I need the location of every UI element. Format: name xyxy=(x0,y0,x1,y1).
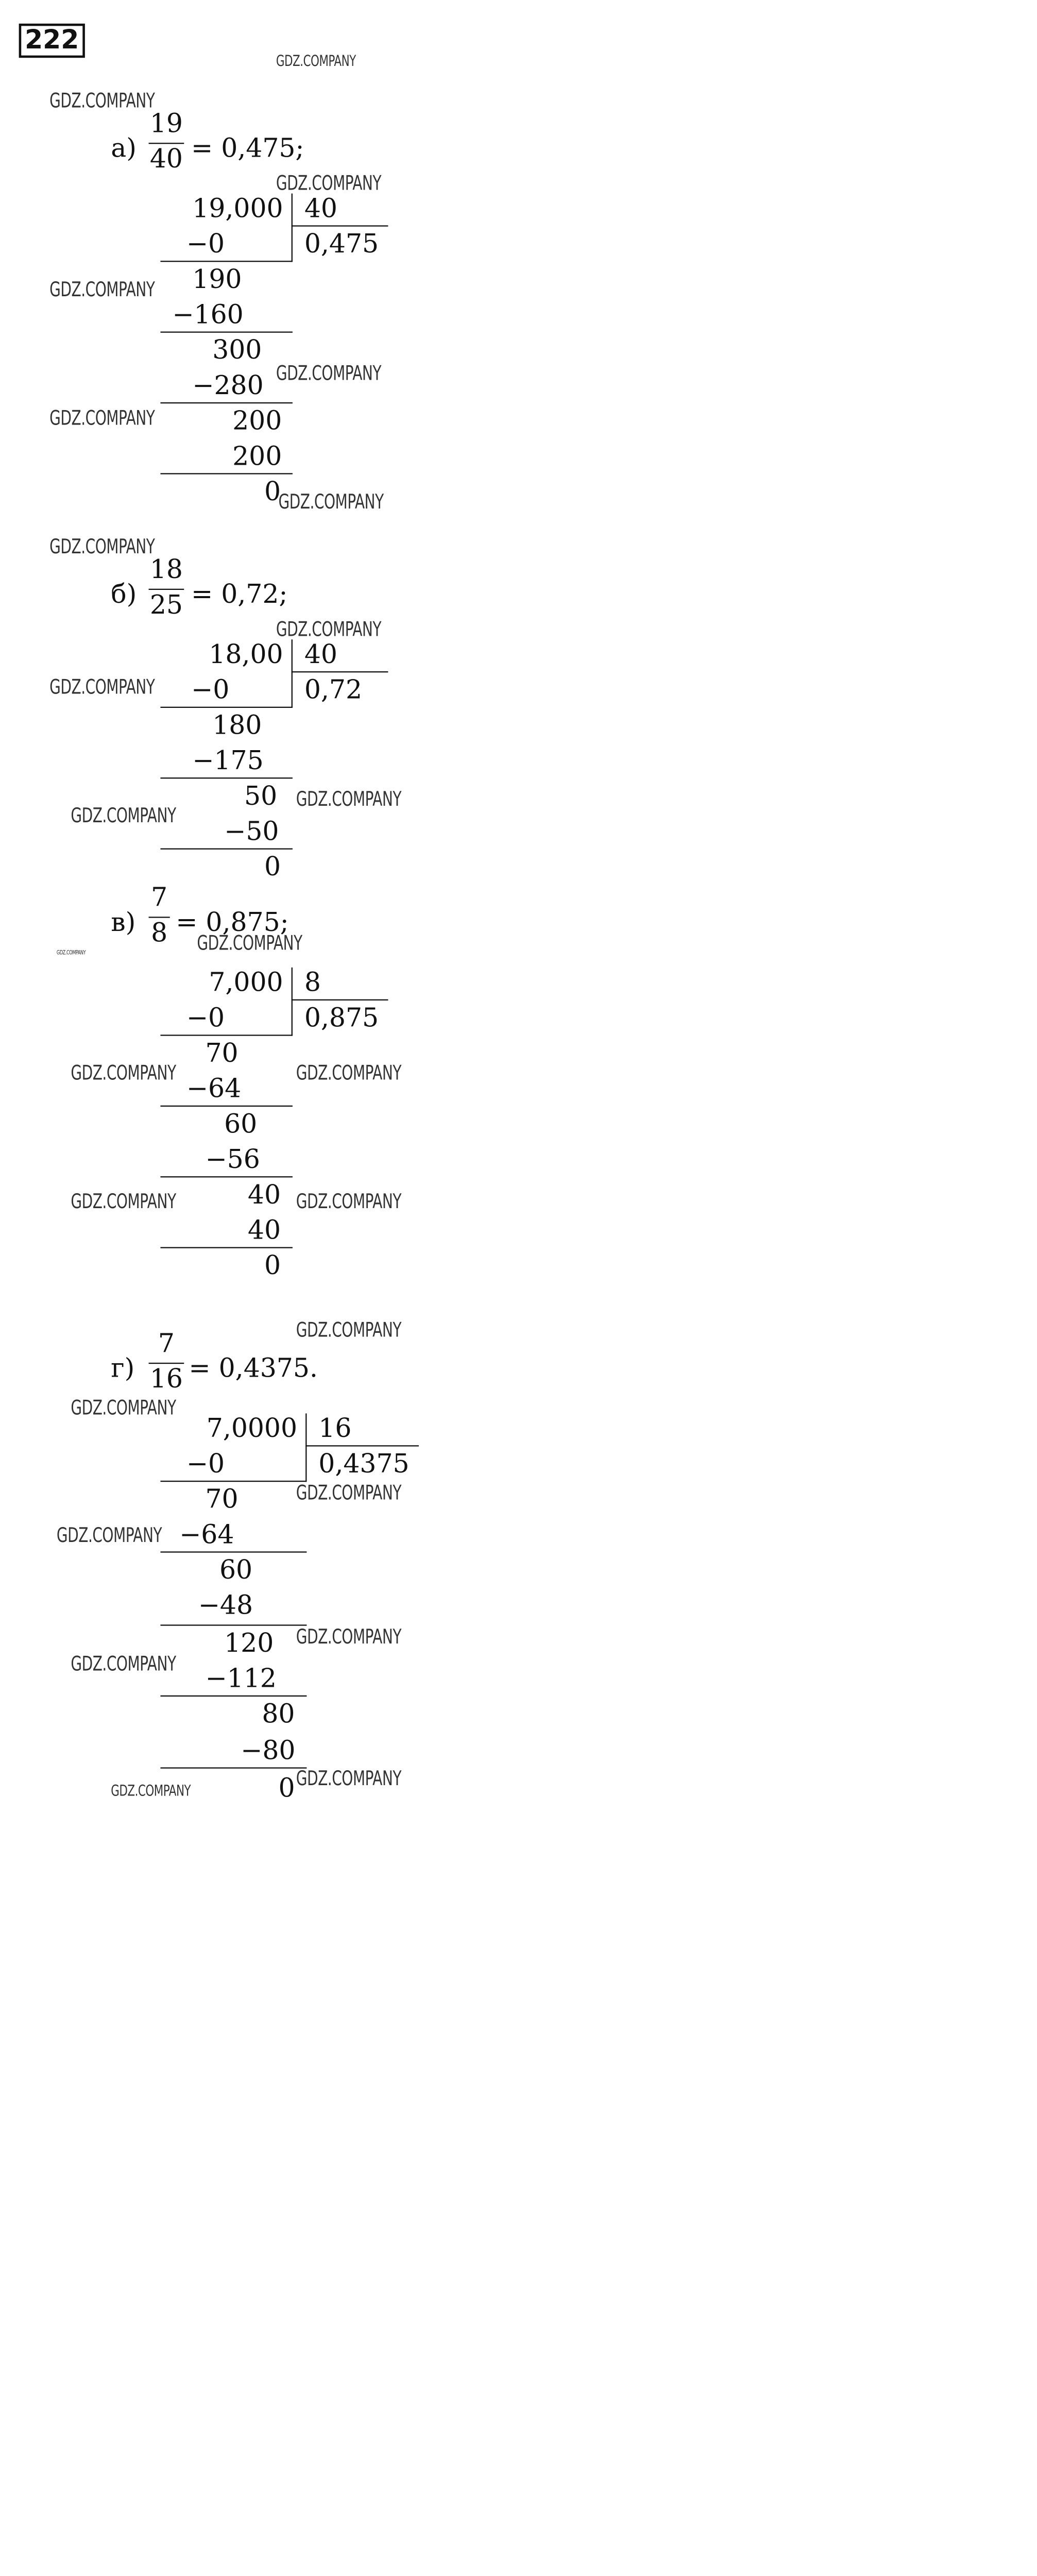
watermark: GDZ.COMPANY xyxy=(276,362,382,386)
step-line xyxy=(160,1106,292,1107)
fraction-bar xyxy=(149,917,170,918)
watermark: GDZ.COMPANY xyxy=(71,1653,176,1677)
step: −64 xyxy=(186,1075,242,1105)
watermark: GDZ.COMPANY xyxy=(278,490,384,515)
watermark: GDZ.COMPANY xyxy=(296,1062,401,1086)
watermark: GDZ.COMPANY xyxy=(276,53,356,71)
step: −64 xyxy=(179,1520,234,1551)
divisor: 16 xyxy=(318,1414,352,1444)
part-a-fraction xyxy=(149,109,184,175)
part-c-fraction xyxy=(149,886,170,947)
step-line xyxy=(160,402,292,403)
numerator: 7 xyxy=(158,1329,175,1360)
step: 0 xyxy=(264,1251,281,1281)
denominator: 16 xyxy=(149,1365,183,1395)
part-d-fraction xyxy=(149,1329,184,1395)
step: 60 xyxy=(219,1556,253,1586)
watermark: GDZ.COMPANY xyxy=(56,1524,162,1548)
divisor-underline xyxy=(292,225,388,226)
step-line xyxy=(160,1176,292,1177)
step-line xyxy=(160,1247,292,1248)
step-line xyxy=(160,1035,292,1036)
step-line xyxy=(160,331,292,332)
watermark: GDZ.COMPANY xyxy=(276,172,382,196)
step: 40 xyxy=(247,1216,281,1246)
divisor-underline xyxy=(292,999,388,1001)
step: 190 xyxy=(192,265,242,295)
step: −0 xyxy=(186,1450,225,1480)
part-d-result: = 0,4375. xyxy=(189,1354,318,1384)
step: 50 xyxy=(244,782,278,812)
part-c-result: = 0,875; xyxy=(176,908,289,938)
fraction-bar xyxy=(149,1363,184,1364)
step: −160 xyxy=(172,300,244,331)
step: −175 xyxy=(192,747,264,776)
step: 0 xyxy=(264,853,281,883)
quotient: 0,4375 xyxy=(318,1450,410,1480)
part-c-label: в) xyxy=(111,908,136,938)
part-a-result: = 0,475; xyxy=(191,134,304,164)
step-line xyxy=(160,1767,307,1768)
step: 0 xyxy=(264,478,281,507)
step: 60 xyxy=(224,1110,258,1140)
divisor-underline xyxy=(292,671,388,672)
step: −0 xyxy=(186,1004,225,1034)
divisor: 40 xyxy=(304,640,337,670)
denominator: 40 xyxy=(149,145,183,175)
step-line xyxy=(160,473,292,474)
watermark: GDZ.COMPANY xyxy=(49,535,155,560)
step: 200 xyxy=(232,442,282,472)
watermark: GDZ.COMPANY xyxy=(71,1062,176,1086)
part-b-result: = 0,72; xyxy=(191,580,288,610)
part-a-label: а) xyxy=(111,134,137,164)
divisor: 8 xyxy=(304,969,321,998)
problem-number: 222 xyxy=(19,24,85,58)
step: −48 xyxy=(198,1591,253,1621)
step-line xyxy=(160,1481,307,1482)
watermark: GDZ.COMPANY xyxy=(71,804,176,828)
step: 200 xyxy=(232,407,282,437)
numerator: 18 xyxy=(149,555,183,585)
watermark: GDZ.COMPANY xyxy=(296,1190,401,1214)
watermark: GDZ.COMPANY xyxy=(71,1397,176,1421)
quotient: 0,475 xyxy=(304,230,379,260)
division-bracket-vertical xyxy=(292,194,293,262)
dividend: 19,000 xyxy=(192,194,283,225)
dividend: 18,00 xyxy=(209,640,283,670)
step-line xyxy=(160,1624,307,1625)
step-line xyxy=(160,707,292,708)
step: −50 xyxy=(224,817,279,848)
step: −112 xyxy=(205,1665,277,1694)
quotient: 0,875 xyxy=(304,1004,379,1034)
dividend: 7,0000 xyxy=(206,1414,298,1444)
step-line xyxy=(160,849,292,850)
step-line xyxy=(160,777,292,778)
denominator: 8 xyxy=(151,919,168,949)
step: −280 xyxy=(192,371,264,401)
step: 80 xyxy=(262,1700,295,1730)
fraction-bar xyxy=(149,143,184,144)
watermark: GDZ.COMPANY xyxy=(71,1190,176,1214)
step-line xyxy=(160,1696,307,1697)
step-line xyxy=(160,1551,307,1552)
dividend: 7,000 xyxy=(209,969,283,998)
watermark: GDZ.COMPANY xyxy=(276,618,382,642)
quotient: 0,72 xyxy=(304,676,362,706)
part-d-label: г) xyxy=(111,1354,135,1384)
division-bracket-vertical xyxy=(305,1413,307,1482)
step: 0 xyxy=(278,1774,295,1804)
watermark: GDZ.COMPANY xyxy=(49,407,155,431)
step: 120 xyxy=(224,1629,274,1659)
watermark: GDZ.COMPANY xyxy=(296,1767,401,1791)
fraction-bar xyxy=(149,589,184,590)
watermark: GDZ.COMPANY xyxy=(49,90,155,113)
division-bracket-vertical xyxy=(292,639,293,708)
watermark: GDZ.COMPANY xyxy=(111,1783,191,1801)
numerator: 7 xyxy=(151,884,168,913)
step: 300 xyxy=(212,336,262,366)
step-line xyxy=(160,261,292,262)
watermark: GDZ.COMPANY xyxy=(197,932,302,956)
part-b-fraction xyxy=(149,555,184,621)
part-b-label: б) xyxy=(111,580,137,610)
watermark: GDZ.COMPANY xyxy=(296,1319,401,1343)
divisor-underline xyxy=(305,1445,419,1446)
denominator: 25 xyxy=(149,591,183,621)
division-bracket-vertical xyxy=(292,968,293,1036)
watermark: GDZ.COMPANY xyxy=(296,1482,401,1506)
watermark: GDZ.COMPANY xyxy=(56,950,86,957)
step: 70 xyxy=(205,1039,239,1069)
watermark: GDZ.COMPANY xyxy=(49,676,155,700)
watermark: GDZ.COMPANY xyxy=(296,788,401,812)
step: 40 xyxy=(247,1181,281,1211)
step: −56 xyxy=(205,1145,260,1175)
divisor: 40 xyxy=(304,194,337,225)
step: 180 xyxy=(212,711,262,741)
watermark: GDZ.COMPANY xyxy=(296,1625,401,1650)
watermark: GDZ.COMPANY xyxy=(49,278,155,302)
step: 70 xyxy=(205,1485,239,1515)
step: −0 xyxy=(186,230,225,260)
step: −0 xyxy=(191,676,230,706)
step: −80 xyxy=(241,1736,296,1767)
numerator: 19 xyxy=(149,109,183,140)
